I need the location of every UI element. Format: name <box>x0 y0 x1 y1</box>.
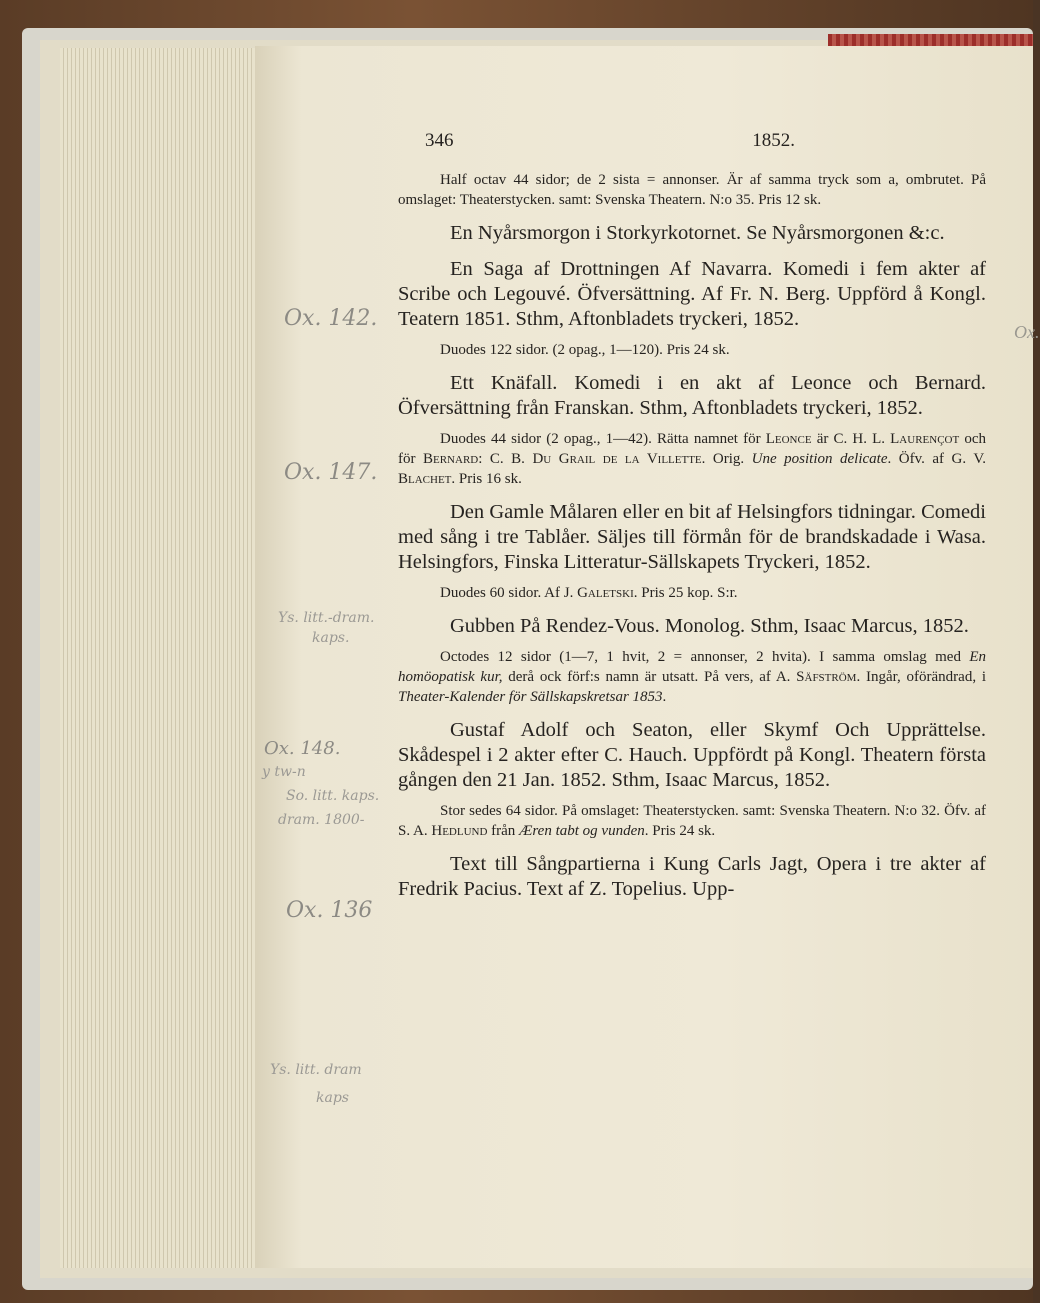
margin-annotation: Ox. 147. <box>284 460 378 485</box>
entry-note: Octodes 12 sidor (1—7, 1 hvit, 2 = annonser, 2 hvita). I samma omslag med En homöopatisk kur, derå ock förf:s namn är utsatt. På vers, af A. Säfström. Ingår, oförändrad, i Theater-Kalender för Sällskapskretsar 1853. <box>398 649 987 705</box>
margin-annotation: y tw-n <box>262 764 306 780</box>
margin-annotation: Ox. 142. <box>284 306 378 331</box>
margin-annotation: Ys. litt.-dram. <box>278 610 375 626</box>
entry-title: Gubben På Rendez-Vous. Monolog. Sthm, Isaac Marcus, 1852. <box>450 615 969 637</box>
entry-note: Half octav 44 sidor; de 2 sista = annonser. Är af samma tryck som a, ombrutet. På omslaget: Theaterstycken. samt: Svenska Theatern. N:o 35. Pris 12 sk. <box>398 172 986 208</box>
entry-title: En Nyårsmorgon i Storkyrkotornet. Se Nyårsmorgonen &:c. <box>450 222 945 244</box>
margin-annotation: kaps. <box>312 630 350 646</box>
running-header <box>425 130 795 170</box>
entry-title: En Saga af Drottningen Af Navarra. Komedi i fem akter af Scribe och Legouvé. Öfversättning. Af Fr. N. Berg. Uppförd å Kongl. Teatern 1851. Sthm, Aftonbladets tryckeri, 1852. <box>398 258 986 330</box>
page-number: 346 <box>425 130 454 151</box>
margin-annotation: So. litt. kaps. <box>286 788 380 804</box>
margin-annotation: dram. 1800- <box>278 812 365 828</box>
page-stack-edges <box>60 48 257 1268</box>
entry-note: Duodes 60 sidor. Af J. Galetski. Pris 25 kop. S:r. <box>440 585 738 601</box>
margin-annotation: kaps <box>316 1090 349 1106</box>
entry-title: Den Gamle Målaren eller en bit af Helsingfors tidningar. Comedi med sång i tre Tablåer. Säljes till förmån för de brandskadade i Wasa. Helsingfors, Finska Litteratur-Sällskapets Tryckeri, 1852. <box>398 501 986 573</box>
entry-title: Ett Knäfall. Komedi i en akt af Leonce och Bernard. Öfversättning från Franskan. Sthm, Aftonbladets tryckeri, 1852. <box>398 372 986 419</box>
margin-annotation: Ox. 148. <box>264 738 341 759</box>
entry-note: Stor sedes 64 sidor. På omslaget: Theaterstycken. samt: Svenska Theatern. N:o 32. Öfv. af S. A. Hedlund från Æren tabt og vunden. Pris 24 sk. <box>398 803 986 839</box>
entry-title: Text till Sångpartierna i Kung Carls Jagt, Opera i tre akter af Fredrik Pacius. Text af Z. Topelius. Upp- <box>398 853 986 900</box>
margin-annotation: Ox. 136 <box>286 898 373 923</box>
entry-note: Duodes 44 sidor (2 opag., 1—42). Rätta namnet för Leonce är C. H. L. Laurençot och för Bernard: C. B. Du Grail de la Villette. Orig. Une position delicate. Öfv. af G. V. Blachet. Pris 16 sk. <box>398 431 986 487</box>
entry-note: Duodes 122 sidor. (2 opag., 1—120). Pris 24 sk. <box>440 342 730 358</box>
page-text <box>398 130 986 902</box>
entry-title: Gustaf Adolf och Seaton, eller Skymf Och Upprättelse. Skådespel i 2 akter efter C. Hauch. Uppfördt på Kongl. Theatern första gången den 21 Jan. 1852. Sthm, Isaac Marcus, 1852. <box>398 719 986 791</box>
header-year: 1852. <box>752 130 795 151</box>
margin-annotation: Ys. litt. dram <box>270 1062 362 1078</box>
margin-annotation: Ox. <box>1014 322 1040 342</box>
